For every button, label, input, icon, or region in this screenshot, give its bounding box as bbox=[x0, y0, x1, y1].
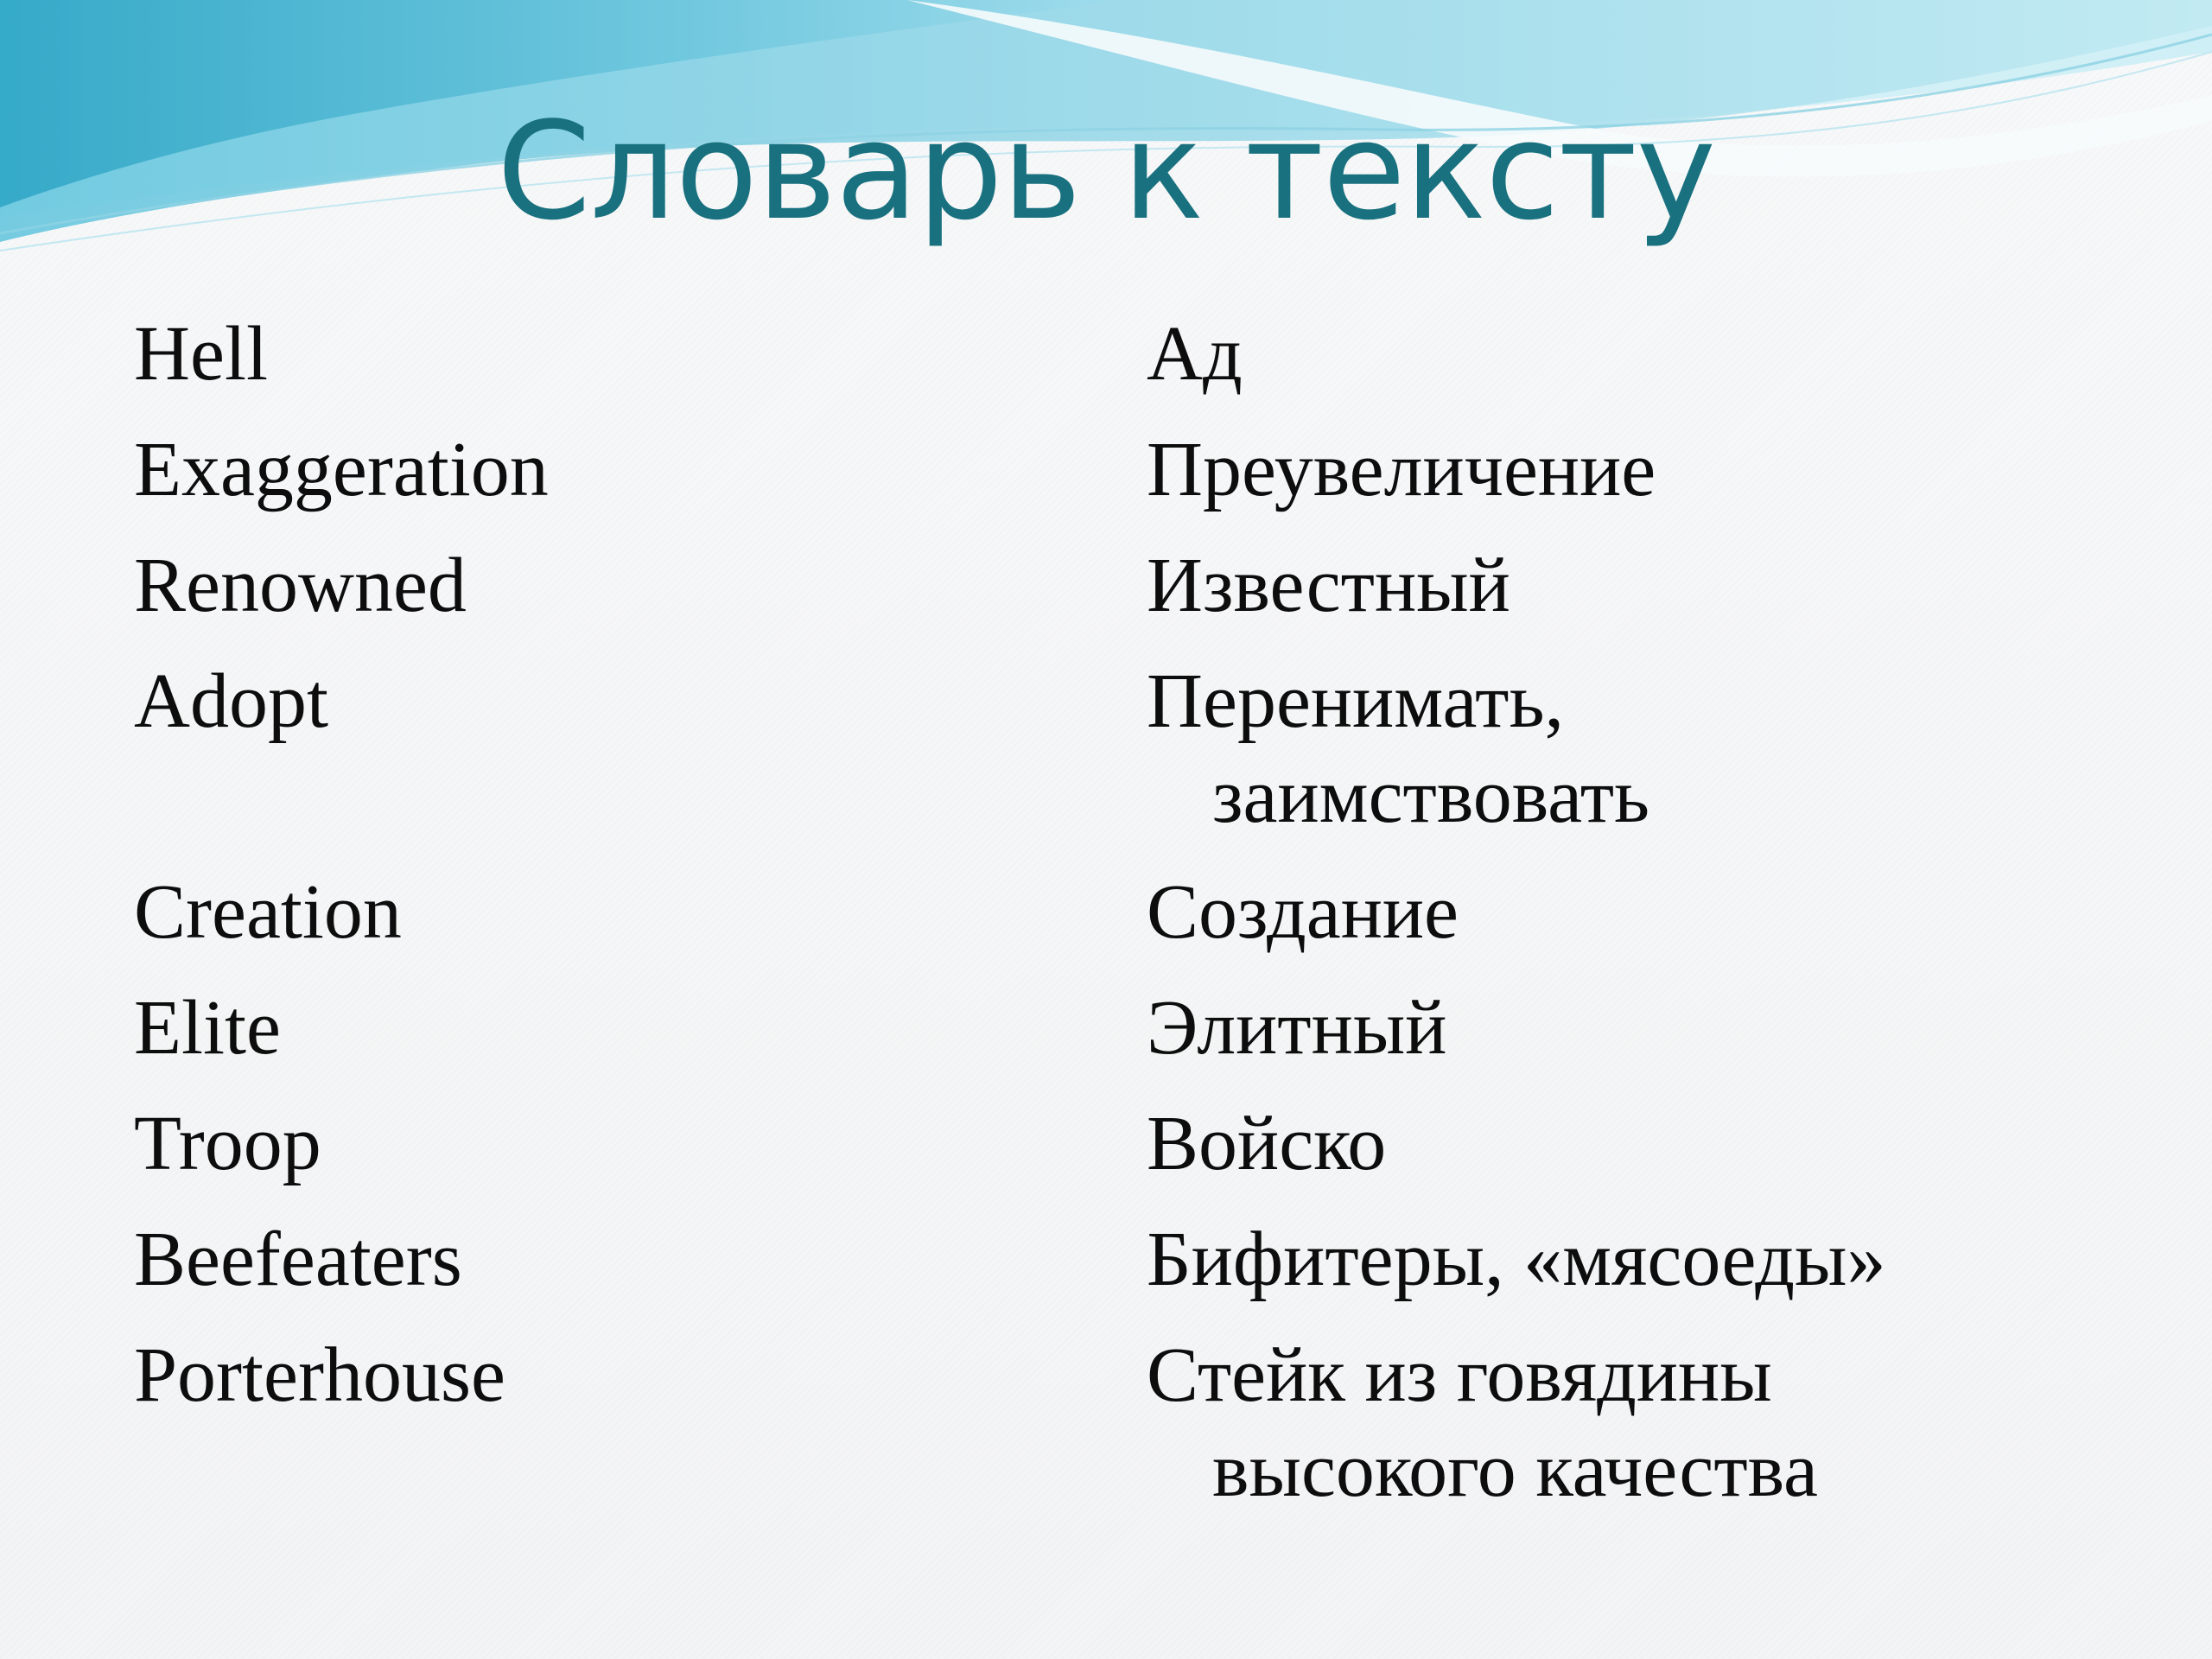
slide-title: Словарь к тексту bbox=[496, 92, 1715, 250]
russian-translation-list bbox=[1147, 307, 2140, 1539]
russian-translation: Элитный bbox=[1147, 985, 1447, 1071]
english-word: Adopt bbox=[134, 658, 328, 744]
english-word: Creation bbox=[134, 869, 402, 955]
russian-translation: Бифитеры, «мясоеды» bbox=[1147, 1217, 1886, 1302]
english-word-list bbox=[134, 307, 1084, 1444]
english-word: Porterhouse bbox=[134, 1332, 505, 1418]
english-word: Elite bbox=[134, 985, 281, 1071]
english-word: Beefeaters bbox=[134, 1217, 462, 1302]
russian-translation: Создание bbox=[1147, 869, 1459, 955]
russian-translation: Известный bbox=[1147, 543, 1510, 628]
russian-translation: Войско bbox=[1147, 1101, 1387, 1186]
russian-translation: Перенимать, заимствовать bbox=[1147, 658, 1650, 839]
english-word: Troop bbox=[134, 1101, 321, 1186]
russian-translation: Стейк из говядины высокого качества bbox=[1147, 1332, 1818, 1513]
russian-translation: Преувеличение bbox=[1147, 427, 1656, 512]
russian-translation: Ад bbox=[1147, 311, 1243, 397]
english-word: Hell bbox=[134, 311, 268, 397]
english-word: Renowned bbox=[134, 543, 467, 628]
english-word: Exaggeration bbox=[134, 427, 549, 512]
